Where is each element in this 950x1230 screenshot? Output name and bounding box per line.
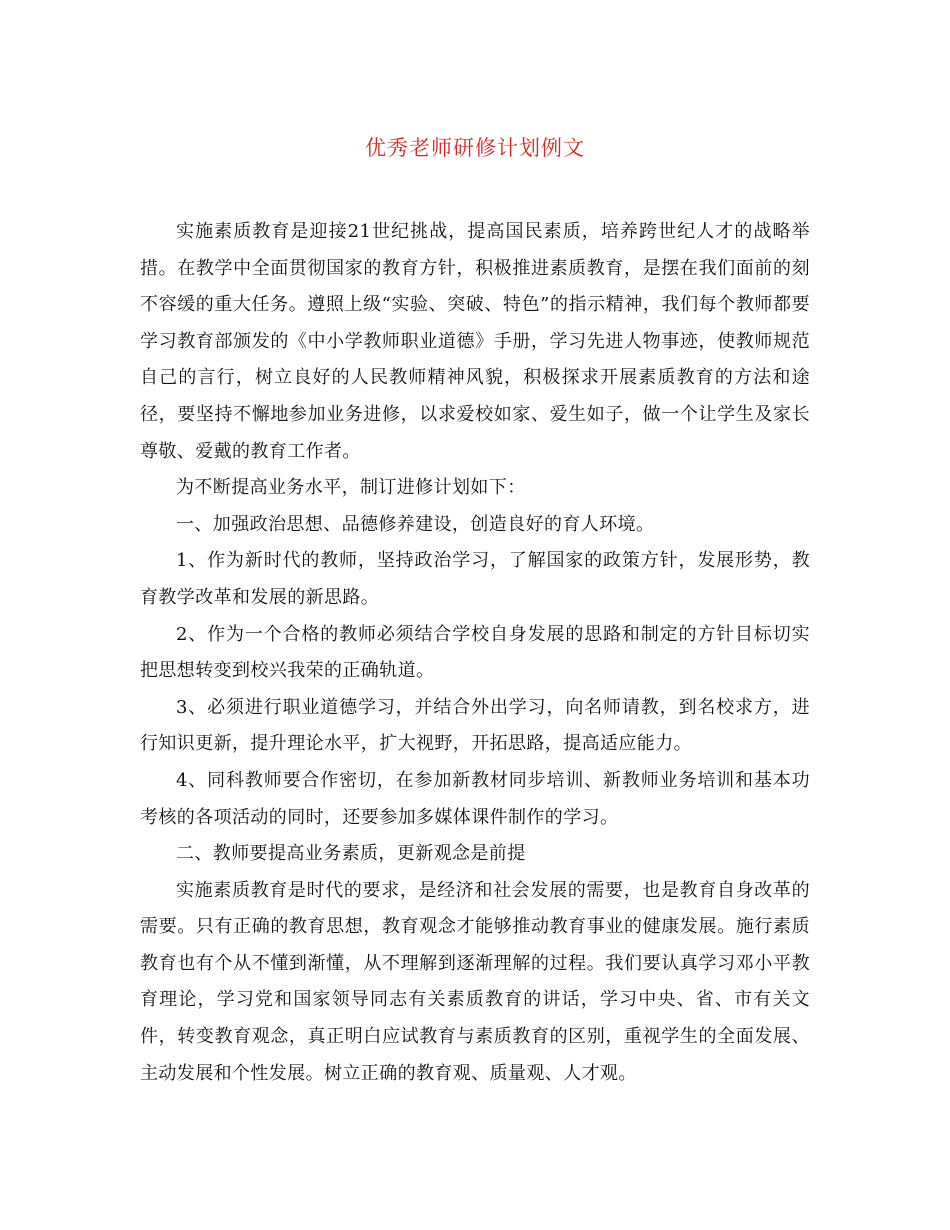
- paragraph-plan-lead: 为不断提高业务水平，制订进修计划如下：: [176, 477, 526, 499]
- section-heading-2: 二、教师要提高业务素质，更新观念是前提: [176, 843, 526, 865]
- paragraph-section-2: 实施素质教育是时代的要求，是经济和社会发展的需要，也是教育自身改革的需要。只有正确的教育思想，教育观念才能够推动教育事业的健康发展。施行素质教育也有个从不懂到渐懂，从不理解到逐渐理解的过程。我们要认真学习邓小平教育理论，学习党和国家领导同志有关素质教育的讲话，学习中央、省、市有关文件，转变教育观念，真正明白应试教育与素质教育的区别，重视学生的全面发展、主动发展和个性发展。树立正确的教育观、质量观、人才观。: [140, 879, 810, 1084]
- section-heading-1: 一、加强政治思想、品德修养建设，创造良好的育人环境。: [176, 513, 655, 535]
- list-item-3: 3、必须进行职业道德学习，并结合外出学习，向名师请教，到名校求方，进行知识更新，提升理论水平，扩大视野，开拓思路，提高适应能力。: [140, 696, 810, 755]
- list-item-1: 1、作为新时代的教师，坚持政治学习，了解国家的政策方针，发展形势，教育教学改革和发展的新思路。: [140, 550, 810, 608]
- paragraph-intro: 实施素质教育是迎接21世纪挑战，提高国民素质，培养跨世纪人才的战略举措。在教学中全面贯彻国家的教育方针，积极推进素质教育，是摆在我们面前的刻不容缓的重大任务。遵照上级“实验、突破、特色”的指示精神，我们每个教师都要学习教育部颁发的《中小学教师职业道德》手册，学习先进人物事迹，使教师规范自己的言行，树立良好的人民教师精神风貌，积极探求开展素质教育的方法和途径，要坚持不懈地参加业务进修，以求爱校如家、爱生如子，做一个让学生及家长尊敬、爱戴的教育工作者。: [140, 221, 810, 462]
- document-title: 优秀老师研修计划例文: [365, 136, 585, 160]
- list-item-4: 4、同科教师要合作密切，在参加新教材同步培训、新教师业务培训和基本功考核的各项活动的同时，还要参加多媒体课件制作的学习。: [140, 769, 810, 828]
- document-body: [140, 214, 810, 1092]
- list-item-2: 2、作为一个合格的教师必须结合学校自身发展的思路和制定的方针目标切实把思想转变到校兴我荣的正确轨道。: [140, 623, 810, 682]
